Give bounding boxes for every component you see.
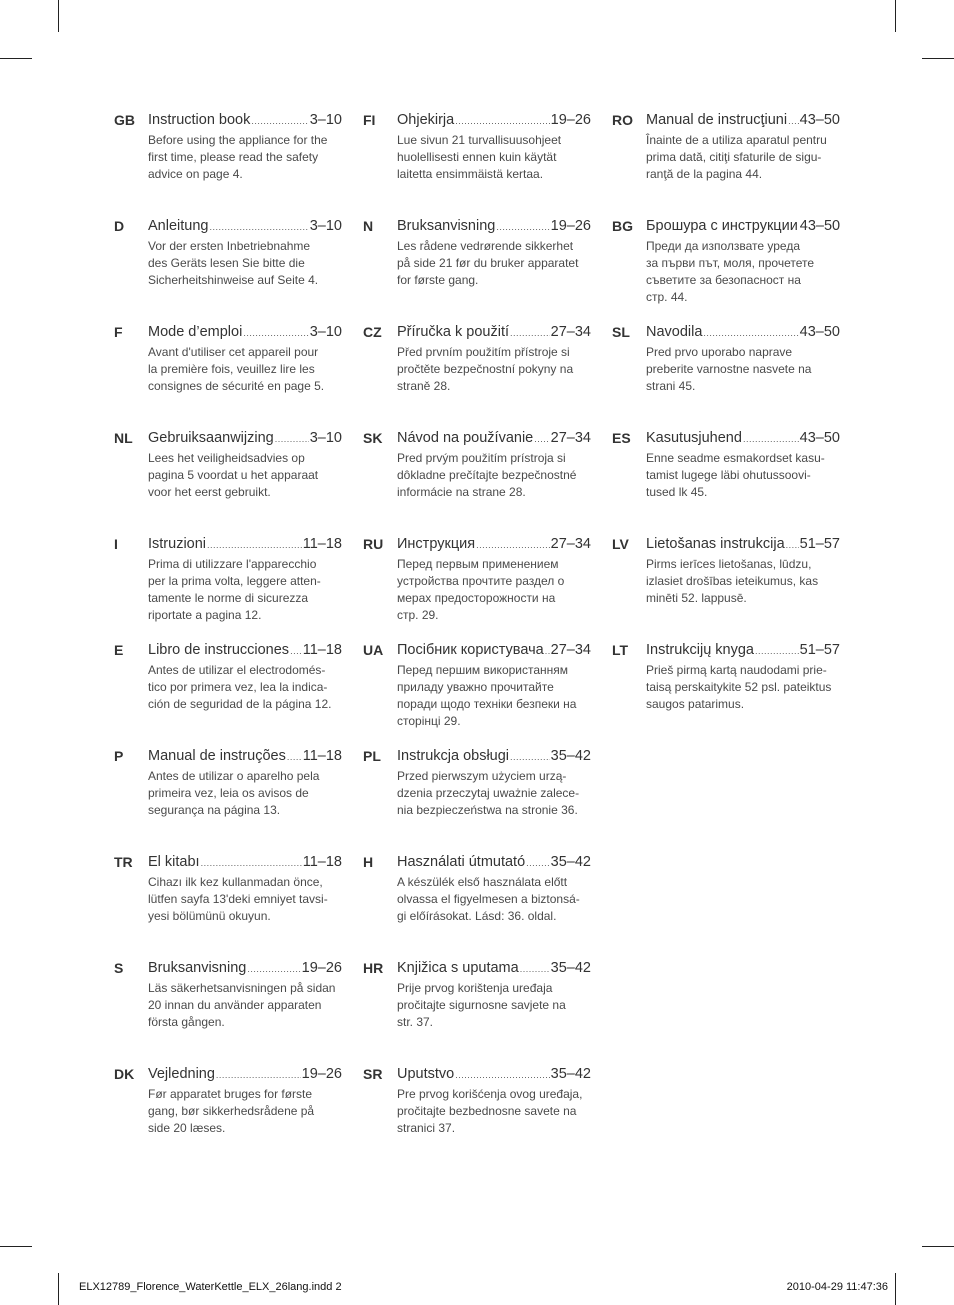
language-code: D — [114, 218, 125, 234]
safety-note: Преди да използвате уреда за първи път, моля, прочетете съветите за безопасност на стр. 44. — [646, 239, 815, 304]
entry-heading — [397, 534, 591, 555]
safety-note: Antes de utilizar o aparelho pela primeira vez, leia os avisos de segurança na página 13. — [148, 769, 320, 817]
safety-note: Przed pierwszym użyciem urzą- dzenia przeczytaj uważnie zalece- nia bezpieczeństwa na stronie 36. — [397, 769, 580, 817]
entry-heading — [148, 110, 342, 131]
page-range: 11–18 — [302, 854, 342, 870]
manual-title: Knjižica s uputama — [397, 960, 519, 976]
entry-heading — [148, 1064, 342, 1085]
manual-title: Návod na používanie — [397, 430, 534, 446]
language-code: N — [363, 218, 374, 234]
entry-body — [148, 216, 342, 289]
safety-note: Pre prvog korišćenja ovog uređaja, pročitajte bezbednosne savete na stranici 37. — [397, 1087, 583, 1135]
language-code: E — [114, 642, 124, 658]
manual-title: Vejledning — [148, 1066, 215, 1082]
entry-body — [148, 1064, 342, 1137]
language-code: P — [114, 748, 124, 764]
entry-heading — [397, 322, 591, 343]
entry-heading — [148, 428, 342, 449]
safety-note: Les rådene vedrørende sikkerhet på side 21 før du bruker apparatet for første gang. — [397, 239, 579, 287]
manual-title: Instrukcja obsługi — [397, 748, 510, 764]
manual-title: Instruction book — [148, 112, 251, 128]
page-range: 27–34 — [550, 642, 591, 658]
entry-body — [148, 746, 342, 819]
language-code: LT — [612, 642, 629, 658]
safety-note: Pred prvým použitím prístroja si dôkladne prečítajte bezpečnostné informácie na strane 28. — [397, 451, 577, 499]
manual-title: Посібник користувача — [397, 642, 544, 658]
page-range: 27–34 — [550, 430, 591, 446]
entry-heading — [397, 216, 591, 237]
entry-heading — [397, 1064, 591, 1085]
language-code: I — [114, 536, 118, 552]
dot-leader — [455, 1065, 549, 1085]
crop-mark — [895, 1273, 896, 1305]
page-range: 3–10 — [309, 430, 342, 446]
entry-body — [397, 110, 591, 183]
entry-heading — [646, 216, 840, 237]
language-code: NL — [114, 430, 133, 446]
manual-title: Uputstvo — [397, 1066, 455, 1082]
page-range: 51–57 — [799, 536, 840, 552]
entry-body — [646, 640, 840, 713]
crop-mark — [58, 1273, 59, 1305]
language-code: FI — [363, 112, 376, 128]
print-slug-filename: ELX12789_Florence_WaterKettle_ELX_26lang.indd 2 — [79, 1281, 342, 1293]
manual-title: Bruksanvisning — [148, 960, 247, 976]
manual-title: Příručka k použití — [397, 324, 510, 340]
language-code: LV — [612, 536, 629, 552]
safety-note: A készülék első használata előtt olvassa el figyelmesen a biztonsá- gi előírásokat. Lásd: 36. oldal. — [397, 875, 580, 923]
safety-note: Prieš pirmą kartą naudodami prie- taisą perskaitykite 52 psl. pateiktus saugos patarimus. — [646, 663, 832, 711]
page-range: 35–42 — [550, 1066, 591, 1082]
dot-leader — [510, 323, 550, 343]
entry-body — [397, 640, 591, 730]
page-range: 51–57 — [799, 642, 840, 658]
entry-heading — [148, 216, 342, 237]
page-range: 35–42 — [550, 854, 591, 870]
language-code: H — [363, 854, 374, 870]
page-range: 3–10 — [309, 112, 342, 128]
safety-note: Before using the appliance for the first time, please read the safety advice on page 4. — [148, 133, 328, 181]
dot-leader — [786, 535, 799, 555]
entry-body — [646, 428, 840, 501]
crop-mark — [0, 1246, 32, 1247]
language-code: HR — [363, 960, 384, 976]
dot-leader — [209, 217, 308, 237]
page-range: 3–10 — [309, 218, 342, 234]
page-range: 11–18 — [302, 642, 342, 658]
manual-title: Gebruiksaanwijzing — [148, 430, 274, 446]
crop-mark — [58, 0, 59, 32]
safety-note: Lees het veiligheidsadvies op pagina 5 voordat u het apparaat voor het eerst gebruikt. — [148, 451, 319, 499]
dot-leader — [476, 535, 550, 555]
dot-leader — [703, 323, 798, 343]
page-range: 43–50 — [799, 112, 840, 128]
crop-mark — [0, 58, 32, 59]
manual-title: Instrukcijų knyga — [646, 642, 754, 658]
safety-note: Před prvním použitím přístroje si pročtěte bezpečnostní pokyny na straně 28. — [397, 345, 574, 393]
manual-title: El kitabı — [148, 854, 200, 870]
entry-heading — [397, 958, 591, 979]
dot-leader — [243, 323, 308, 343]
manual-title: Navodila — [646, 324, 703, 340]
manual-title: Ohjekirja — [397, 112, 455, 128]
language-code: BG — [612, 218, 633, 234]
dot-leader — [275, 429, 309, 449]
manual-title: Kasutusjuhend — [646, 430, 742, 446]
dot-leader — [510, 747, 550, 767]
entry-body — [148, 958, 342, 1031]
dot-leader — [287, 747, 302, 767]
entry-heading — [148, 852, 342, 873]
dot-leader — [496, 217, 549, 237]
entry-heading — [148, 322, 342, 343]
entry-heading — [646, 110, 840, 131]
page-range: 27–34 — [550, 536, 591, 552]
entry-body — [397, 216, 591, 289]
entry-heading — [148, 534, 342, 555]
safety-note: Înainte de a utiliza aparatul pentru prima dată, citiţi sfaturile de sigu- ranţă de la pagina 44. — [646, 133, 827, 181]
crop-mark — [922, 1246, 954, 1247]
dot-leader — [207, 535, 302, 555]
safety-note: Перед первым применением устройства прочтите раздел о мерах предосторожности на стр. 29. — [397, 557, 565, 622]
manual-title: Mode d’emploi — [148, 324, 243, 340]
language-code: SL — [612, 324, 630, 340]
page-range: 43–50 — [799, 218, 841, 234]
dot-leader — [216, 1065, 301, 1085]
entry-heading — [397, 110, 591, 131]
manual-title: Használati útmutató — [397, 854, 526, 870]
safety-note: Vor der ersten Inbetriebnahme des Geräts lesen Sie bitte die Sicherheitshinweise auf Seite 4. — [148, 239, 319, 287]
entry-heading — [148, 640, 342, 661]
safety-note: Lue sivun 21 turvallisuusohjeet huolellisesti ennen kuin käytät laitetta ensimmäistä kertaa. — [397, 133, 562, 181]
language-code: F — [114, 324, 123, 340]
safety-note: Før apparatet bruges for første gang, bør sikkerhedsrådene på side 20 læses. — [148, 1087, 315, 1135]
safety-note: Перед першим використанням приладу уважно прочитайте поради щодо техніки безпеки на сторінці 29. — [397, 663, 577, 728]
safety-note: Prije prvog korištenja uređaja pročitajte sigurnosne savjete na str. 37. — [397, 981, 566, 1029]
manual-title: Libro de instrucciones — [148, 642, 290, 658]
dot-leader — [201, 853, 302, 873]
dot-leader — [251, 111, 308, 131]
language-code: GB — [114, 112, 135, 128]
entry-body — [646, 534, 840, 607]
entry-heading — [646, 534, 840, 555]
crop-mark — [922, 58, 954, 59]
language-code: RO — [612, 112, 633, 128]
page-range: 43–50 — [799, 430, 840, 446]
dot-leader — [247, 959, 300, 979]
dot-leader — [545, 641, 550, 661]
manual-title: Bruksanvisning — [397, 218, 496, 234]
manual-title: Manual de instruções — [148, 748, 286, 764]
entry-heading — [397, 428, 591, 449]
dot-leader — [743, 429, 799, 449]
language-code: ES — [612, 430, 631, 446]
entry-body — [646, 322, 840, 395]
dot-leader — [755, 641, 799, 661]
entry-body — [397, 958, 591, 1031]
entry-body — [397, 852, 591, 925]
manual-title: Istruzioni — [148, 536, 207, 552]
entry-heading — [148, 746, 342, 767]
page-range: 11–18 — [302, 748, 342, 764]
manual-title: Инструкция — [397, 536, 476, 552]
dot-leader — [788, 111, 799, 131]
page-range: 27–34 — [550, 324, 591, 340]
safety-note: Pred prvo uporabo naprave preberite varnostne nasvete na strani 45. — [646, 345, 812, 393]
language-code: SK — [363, 430, 383, 446]
entry-body — [397, 322, 591, 395]
manual-title: Lietošanas instrukcija — [646, 536, 785, 552]
entry-body — [148, 110, 342, 183]
manual-title: Manual de instrucţiuni — [646, 112, 788, 128]
safety-note: Prima di utilizzare l'apparecchio per la prima volta, leggere atten- tamente le norme di sicurezza riportate a pagina 12. — [148, 557, 321, 622]
page-range: 35–42 — [550, 960, 591, 976]
page-range: 3–10 — [309, 324, 342, 340]
dot-leader — [290, 641, 302, 661]
dot-leader — [534, 429, 549, 449]
language-code: RU — [363, 536, 384, 552]
safety-note: Avant d'utiliser cet appareil pour la première fois, veuillez lire les consignes de sécurité en page 5. — [148, 345, 325, 393]
entry-heading — [397, 746, 591, 767]
entry-body — [397, 534, 591, 624]
language-code: UA — [363, 642, 384, 658]
entry-body — [148, 852, 342, 925]
entry-body — [397, 1064, 591, 1137]
safety-note: Enne seadme esmakordset kasu- tamist lugege läbi ohutussoovi- tused lk 45. — [646, 451, 825, 499]
language-code: DK — [114, 1066, 135, 1082]
entry-heading — [646, 640, 840, 661]
dot-leader — [520, 959, 550, 979]
entry-body — [397, 428, 591, 501]
safety-note: Cihazı ilk kez kullanmadan önce, lütfen sayfa 13'deki emniyet tavsi- yesi bölümünü okuyun. — [148, 875, 328, 923]
entry-heading — [646, 322, 840, 343]
language-code: SR — [363, 1066, 383, 1082]
entry-heading — [646, 428, 840, 449]
manual-title: Anleitung — [148, 218, 209, 234]
page-range: 11–18 — [302, 536, 342, 552]
entry-heading — [397, 852, 591, 873]
entry-body — [148, 428, 342, 501]
entry-body — [148, 534, 342, 624]
manual-title: Брошура с инструкции — [646, 218, 798, 234]
dot-leader — [455, 111, 549, 131]
page-range: 19–26 — [301, 960, 342, 976]
entry-body — [148, 640, 342, 713]
safety-note: Antes de utilizar el electrodomés- tico por primera vez, lea la indica- ción de seguridad de la página 12. — [148, 663, 332, 711]
safety-note: Pirms ierīces lietošanas, lūdzu, izlasiet drošības ieteikumus, kas minēti 52. lappusē. — [646, 557, 819, 605]
entry-body — [397, 746, 591, 819]
page-range: 19–26 — [550, 218, 591, 234]
language-code: PL — [363, 748, 381, 764]
entry-body — [646, 110, 840, 183]
language-code: TR — [114, 854, 133, 870]
print-slug-timestamp: 2010-04-29 11:47:36 — [786, 1281, 888, 1293]
entry-heading — [148, 958, 342, 979]
safety-note: Läs säkerhetsanvisningen på sidan 20 innan du använder apparaten första gången. — [148, 981, 336, 1029]
entry-body — [148, 322, 342, 395]
language-code: CZ — [363, 324, 382, 340]
page-range: 35–42 — [550, 748, 591, 764]
language-code: S — [114, 960, 124, 976]
page-range: 19–26 — [550, 112, 591, 128]
dot-leader — [526, 853, 550, 873]
entry-body — [646, 216, 840, 306]
crop-mark — [895, 0, 896, 32]
page-range: 19–26 — [301, 1066, 342, 1082]
page-range: 43–50 — [799, 324, 840, 340]
entry-heading — [397, 640, 591, 661]
